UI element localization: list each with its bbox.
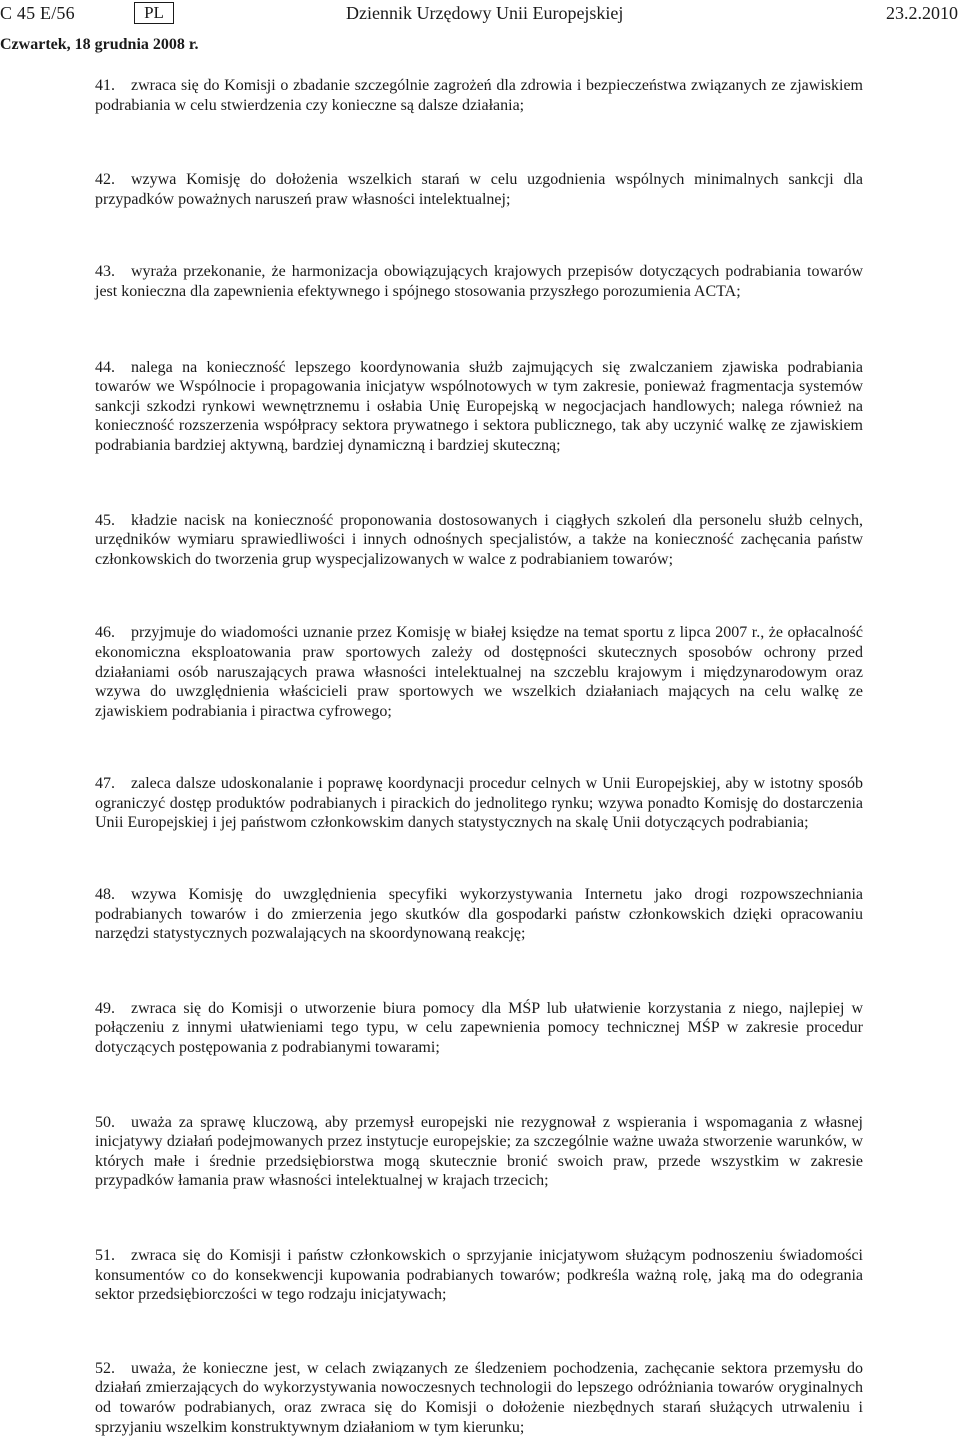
paragraph-number: 51. bbox=[95, 1247, 115, 1264]
paragraph-text: przyjmuje do wiadomości uznanie przez Komisję w białej księdze na temat sportu z lipca 2007 r., że opłacalność ekonomiczna eksploatowania praw sportowych zależy od dostępności skutecznych sposobów ochrony przed działaniami osób naruszających prawa własności intelektualnej na szczeblu krajowym i międzynarodowym oraz wzywa do uwzględnienia właścicieli praw sportowych we wszelkich działaniach mających na celu walkę ze zjawiskiem podrabiania i piractwa cyfrowego; bbox=[95, 624, 863, 720]
paragraph-47 bbox=[95, 774, 863, 833]
paragraph-number: 52. bbox=[95, 1359, 115, 1377]
paragraph-text: nalega na konieczność lepszego koordynowania służb zajmujących się zwalczaniem zjawiska podrabiania towarów we Wspólnocie i propagowania inicjatyw wspólnotowych w tym zakresie, ponieważ fragmentacja systemów sankcji szkodzi rynkowi wewnętrznemu i osłabia Unię Europejską w negocjacjach handlowych; nalega również na konieczność rozszerzenia współpracy sektora prywatnego i sektora publicznego, tak aby uczynić walkę ze zjawiskiem podrabiania bardziej aktywną, bardziej dynamiczną i bardziej skuteczną; bbox=[95, 358, 863, 454]
session-date: Czwartek, 18 grudnia 2008 r. bbox=[0, 36, 199, 53]
document-body bbox=[95, 76, 863, 1437]
paragraph-45 bbox=[95, 511, 863, 570]
paragraph-text: wzywa Komisję do dołożenia wszelkich starań w celu uzgodnienia wspólnych minimalnych sankcji dla przypadków poważnych naruszeń praw własności intelektualnej; bbox=[95, 171, 863, 208]
paragraph-number: 43. bbox=[95, 263, 115, 281]
paragraph-number: 49. bbox=[95, 999, 115, 1017]
paragraph-44 bbox=[95, 358, 863, 456]
paragraph-text: zwraca się do Komisji i państw członkowskich o sprzyjanie inicjatywom służącym podnoszeniu świadomości konsumentów co do konsekwencji kupowania podrabianych towarów; podkreśla ważną rolę, jaką ma do odegrania sektor przedsiębiorczości w tego rodzaju inicjatywach; bbox=[95, 1247, 863, 1304]
paragraph-number: 50. bbox=[95, 1113, 115, 1131]
paragraph-text: wzywa Komisję do uwzględnienia specyfiki wykorzystywania Internetu jako drogi rozpowszechniania podrabianych towarów i do zmierzenia jego skutków dla gospodarki państw członkowskich dzięki opracowaniu narzędzi statystycznych pozwalających na skoordynowaną reakcję; bbox=[95, 886, 863, 943]
paragraph-43 bbox=[95, 262, 863, 301]
language-badge: PL bbox=[134, 2, 174, 24]
paragraph-number: 41. bbox=[95, 77, 115, 94]
paragraph-text: zwraca się do Komisji o utworzenie biura pomocy dla MŚP lub ułatwienie korzystania z niego, najlepiej w połączeniu z innymi ułatwieniami tego typu, w celu zapewnienia pomocy technicznej MŚP w zakresie procedur dotyczących postępowania z podrabianymi towarami; bbox=[95, 999, 863, 1057]
paragraph-number: 44. bbox=[95, 358, 115, 376]
paragraph-51 bbox=[95, 1246, 863, 1305]
journal-title: Dziennik Urzędowy Unii Europejskiej bbox=[346, 3, 624, 23]
paragraph-49 bbox=[95, 999, 863, 1058]
paragraph-50 bbox=[95, 1113, 863, 1191]
paragraph-number: 47. bbox=[95, 775, 115, 793]
paragraph-number: 45. bbox=[95, 511, 115, 529]
paragraph-number: 42. bbox=[95, 171, 115, 189]
publication-date: 23.2.2010 bbox=[886, 3, 958, 23]
paragraph-number: 46. bbox=[95, 624, 115, 642]
paragraph-text: uważa, że konieczne jest, w celach związanych ze śledzeniem pochodzenia, zachęcanie sektora przemysłu do działań zmierzających do wykorzystywania nowoczesnych technologii do lepszego odróżniania towarów oryginalnych od towarów podrabianych, oraz zwraca się do Komisji o dołożenie niezbędnych starań służących utrwaleniu i sprzyjaniu wszelkim konstruktywnym działaniom w tym kierunku; bbox=[95, 1359, 863, 1436]
paragraph-text: wyraża przekonanie, że harmonizacja obowiązujących krajowych przepisów dotyczących podrabiania towarów jest konieczna dla zapewnienia efektywnego i spójnego stosowania przyszłego porozumienia ACTA; bbox=[95, 263, 863, 300]
page-header bbox=[0, 0, 960, 60]
paragraph-42 bbox=[95, 170, 863, 209]
journal-reference: C 45 E/56 bbox=[0, 3, 75, 23]
paragraph-text: zwraca się do Komisji o zbadanie szczególnie zagrożeń dla zdrowia i bezpieczeństwa związanych ze zjawiskiem podrabiania w celu stwierdzenia czy konieczne są dalsze działania; bbox=[95, 77, 863, 114]
paragraph-52 bbox=[95, 1359, 863, 1437]
paragraph-46 bbox=[95, 623, 863, 721]
paragraph-text: uważa za sprawę kluczową, aby przemysł europejski nie rezygnował z wspierania i wspomagania z własnej inicjatywy działań podejmowanych przez instytucje europejskie; za szczególnie ważne uważa stworzenie warunków, w których małe i średnie przedsiębiorstwa mogą skutecznie bronić swoich praw, przede wszystkim w zakresie przypadków łamania praw własności intelektualnej w krajach trzecich; bbox=[95, 1113, 863, 1190]
paragraph-text: zaleca dalsze udoskonalanie i poprawę koordynacji procedur celnych w Unii Europejskiej, aby w istotny sposób ograniczyć dostęp produktów podrabianych i pirackich do jednolitego rynku; wzywa ponadto Komisję do dostarczenia Unii Europejskiej i jej państwom członkowskim danych statystycznych na skalę Unii dotyczących podrabiania; bbox=[95, 775, 863, 832]
paragraph-number: 48. bbox=[95, 886, 115, 904]
paragraph-41 bbox=[95, 76, 863, 115]
paragraph-text: kładzie nacisk na konieczność proponowania dostosowanych i ciągłych szkoleń dla personelu służb celnych, urzędników wymiaru sprawiedliwości i innych odnośnych specjalistów, a także na konieczność zachęcania państw członkowskich do tworzenia grup wyspecjalizowanych w walce z podrabianiem towarów; bbox=[95, 511, 863, 568]
paragraph-48 bbox=[95, 885, 863, 944]
